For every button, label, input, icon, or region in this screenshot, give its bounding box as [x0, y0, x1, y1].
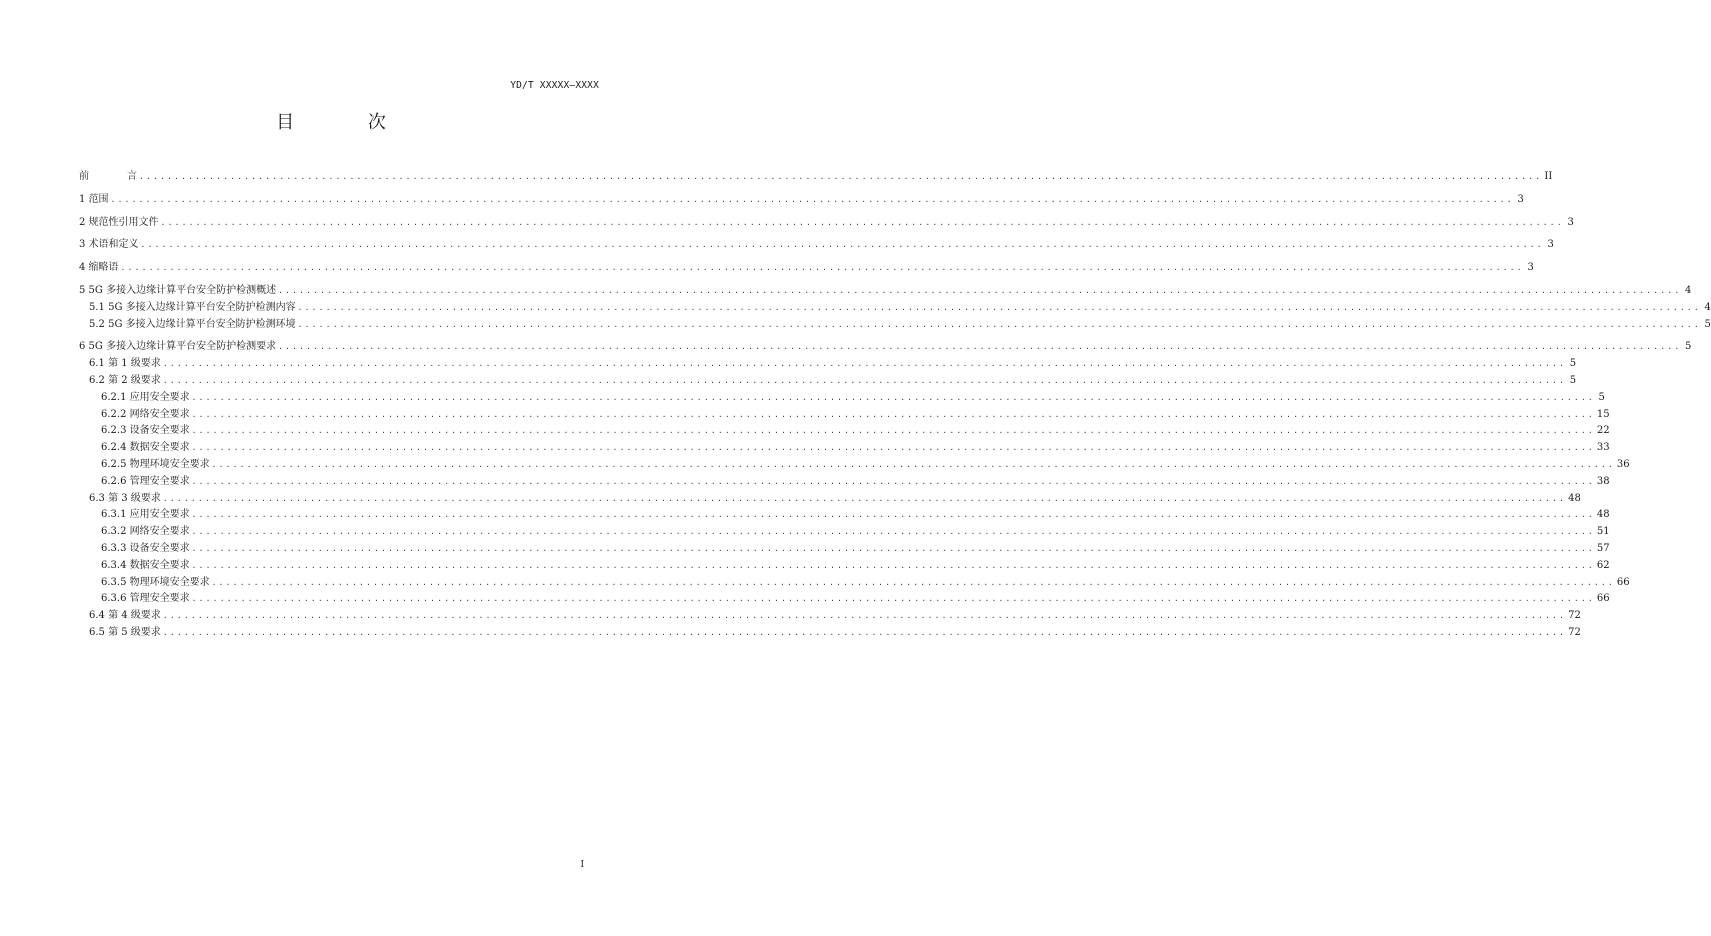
toc-entry[interactable]	[79, 440, 1610, 457]
toc-entry-label: 6.5 第 5 级要求	[89, 626, 161, 638]
toc-entry-label: 6.2.1 应用安全要求	[101, 391, 190, 403]
toc-entry-label: 6.3.6 管理安全要求	[101, 593, 190, 605]
dot-leader: ........................................................................................................................................................................................................	[162, 359, 1567, 369]
dot-leader: ........................................................................................................................................................................................................	[162, 627, 1567, 637]
toc-entry[interactable]	[79, 300, 1711, 317]
dot-leader: ........................................................................................................................................................................................................	[110, 194, 1514, 204]
toc-page-number: 3	[1567, 216, 1574, 228]
toc-page-number: 15	[1596, 408, 1610, 420]
document-code: YD/T XXXXX—XXXX	[510, 80, 599, 91]
dot-leader: ........................................................................................................................................................................................................	[191, 527, 1595, 537]
toc-page-number: 51	[1596, 526, 1610, 538]
toc-page-number: 48	[1568, 492, 1581, 504]
toc-entry-label: 6.1 第 1 级要求	[89, 358, 161, 370]
toc-entry-label: 2 规范性引用文件	[79, 216, 159, 228]
toc-entry-label: 6 5G 多接入边缘计算平台安全防护检测要求	[79, 341, 277, 353]
dot-leader: ........................................................................................................................................................................................................	[191, 392, 1595, 402]
dot-leader: ........................................................................................................................................................................................................	[191, 476, 1595, 486]
dot-leader: ........................................................................................................................................................................................................	[120, 263, 1524, 273]
toc-entry-label: 6.3.2 网络安全要求	[101, 526, 190, 538]
toc-entry[interactable]	[79, 524, 1610, 541]
toc-entry-label: 6.3.3 设备安全要求	[101, 542, 190, 554]
toc-page-number: 72	[1568, 626, 1581, 638]
dot-leader: ........................................................................................................................................................................................................	[139, 172, 1543, 181]
toc-page-number: 4	[1704, 301, 1711, 313]
dot-leader: ........................................................................................................................................................................................................	[191, 510, 1595, 520]
toc-entry-foreword[interactable]	[79, 169, 1553, 186]
toc-entry[interactable]	[79, 575, 1630, 592]
toc-entry-label: 6.2.2 网络安全要求	[101, 408, 190, 420]
toc-page-number: 33	[1596, 442, 1610, 454]
toc-entry[interactable]	[79, 491, 1581, 508]
toc-entry-label: 6.3.5 物理环境安全要求	[101, 576, 210, 588]
toc-title: 目 次	[276, 112, 420, 133]
toc-entry-label: 5.1 5G 多接入边缘计算平台安全防护检测内容	[89, 301, 296, 313]
toc-entry[interactable]	[79, 237, 1554, 254]
toc-entry[interactable]	[79, 608, 1581, 625]
toc-page-number: 3	[1527, 262, 1534, 274]
toc-entry-label: 6.3.4 数据安全要求	[101, 559, 190, 571]
dot-leader: ........................................................................................................................................................................................................	[191, 443, 1595, 453]
toc-entry[interactable]	[79, 625, 1581, 642]
dot-leader: ........................................................................................................................................................................................................	[162, 493, 1567, 503]
dot-leader: ........................................................................................................................................................................................................	[211, 459, 1615, 469]
toc-entry-label: 6.3.1 应用安全要求	[101, 509, 190, 521]
toc-entry[interactable]	[79, 558, 1610, 575]
toc-entry-label: 4 缩略语	[79, 262, 119, 274]
toc-page-number: 36	[1616, 458, 1630, 470]
toc-entry-label: 5.2 5G 多接入边缘计算平台安全防护检测环境	[89, 318, 296, 330]
toc-entry[interactable]	[79, 215, 1574, 232]
dot-leader: ........................................................................................................................................................................................................	[191, 409, 1595, 419]
toc-page-number: 5	[1598, 391, 1605, 403]
table-of-contents	[79, 169, 1711, 642]
toc-entry[interactable]	[79, 507, 1610, 524]
toc-entry-label: 6.2.6 管理安全要求	[101, 475, 190, 487]
dot-leader: ........................................................................................................................................................................................................	[160, 217, 1564, 227]
dot-leader: ........................................................................................................................................................................................................	[278, 342, 1682, 352]
dot-leader: ........................................................................................................................................................................................................	[162, 611, 1567, 621]
toc-entry[interactable]	[79, 317, 1711, 334]
toc-page-number: 5	[1704, 318, 1711, 330]
toc-entry[interactable]	[79, 541, 1610, 558]
toc-entry[interactable]	[79, 474, 1610, 491]
toc-entry-label: 6.2.3 设备安全要求	[101, 425, 190, 437]
toc-entry[interactable]	[79, 356, 1577, 373]
toc-page-number: 38	[1596, 475, 1610, 487]
toc-entry-label: 3 术语和定义	[79, 239, 139, 251]
toc-entry[interactable]	[79, 591, 1610, 608]
dot-leader: ........................................................................................................................................................................................................	[191, 594, 1595, 604]
toc-entry[interactable]	[79, 339, 1692, 356]
dot-leader: ........................................................................................................................................................................................................	[162, 375, 1567, 385]
dot-leader: ........................................................................................................................................................................................................	[191, 560, 1595, 570]
toc-entry-label: 5 5G 多接入边缘计算平台安全防护检测概述	[79, 284, 277, 296]
toc-entry-label: 6.2.5 物理环境安全要求	[101, 458, 210, 470]
foreword-char-2: 言	[127, 171, 137, 182]
dot-leader: ........................................................................................................................................................................................................	[278, 285, 1682, 295]
toc-entry[interactable]	[79, 390, 1605, 407]
toc-page-number: 4	[1684, 284, 1692, 296]
toc-page-number: II	[1544, 171, 1553, 182]
toc-page-number: 72	[1568, 610, 1581, 622]
toc-entry[interactable]	[79, 457, 1630, 474]
dot-leader: ........................................................................................................................................................................................................	[211, 577, 1615, 587]
dot-leader: ........................................................................................................................................................................................................	[191, 426, 1595, 436]
dot-leader: ........................................................................................................................................................................................................	[191, 543, 1595, 553]
toc-entry[interactable]	[79, 260, 1534, 277]
toc-entry[interactable]	[79, 373, 1577, 390]
toc-page-number: 5	[1569, 358, 1577, 370]
toc-page-number: 48	[1596, 509, 1610, 521]
toc-entry-label: 6.3 第 3 级要求	[89, 492, 161, 504]
toc-entry[interactable]	[79, 192, 1524, 209]
toc-entry-label: 6.2 第 2 级要求	[89, 374, 161, 386]
toc-page-number: 5	[1684, 341, 1692, 353]
dot-leader: ........................................................................................................................................................................................................	[297, 319, 1701, 329]
toc-page-number: 3	[1517, 193, 1524, 205]
toc-page-number: 5	[1569, 374, 1577, 386]
toc-entry[interactable]	[79, 407, 1610, 424]
toc-entry-label: 6.4 第 4 级要求	[89, 610, 161, 622]
toc-entry[interactable]	[79, 423, 1610, 440]
toc-page-number: 22	[1596, 425, 1610, 437]
foreword-char-1: 前	[79, 171, 89, 182]
toc-entry-label: 6.2.4 数据安全要求	[101, 442, 190, 454]
toc-page-number: 66	[1616, 576, 1630, 588]
toc-entry-label: 1 范围	[79, 193, 109, 205]
toc-page-number: 62	[1596, 559, 1610, 571]
toc-page-number: 57	[1596, 542, 1610, 554]
dot-leader: ........................................................................................................................................................................................................	[140, 240, 1544, 250]
page-number: I	[580, 860, 584, 870]
toc-page-number: 66	[1596, 593, 1610, 605]
dot-leader: ........................................................................................................................................................................................................	[297, 302, 1701, 312]
toc-page-number: 3	[1547, 239, 1554, 251]
toc-entry[interactable]	[79, 283, 1692, 300]
